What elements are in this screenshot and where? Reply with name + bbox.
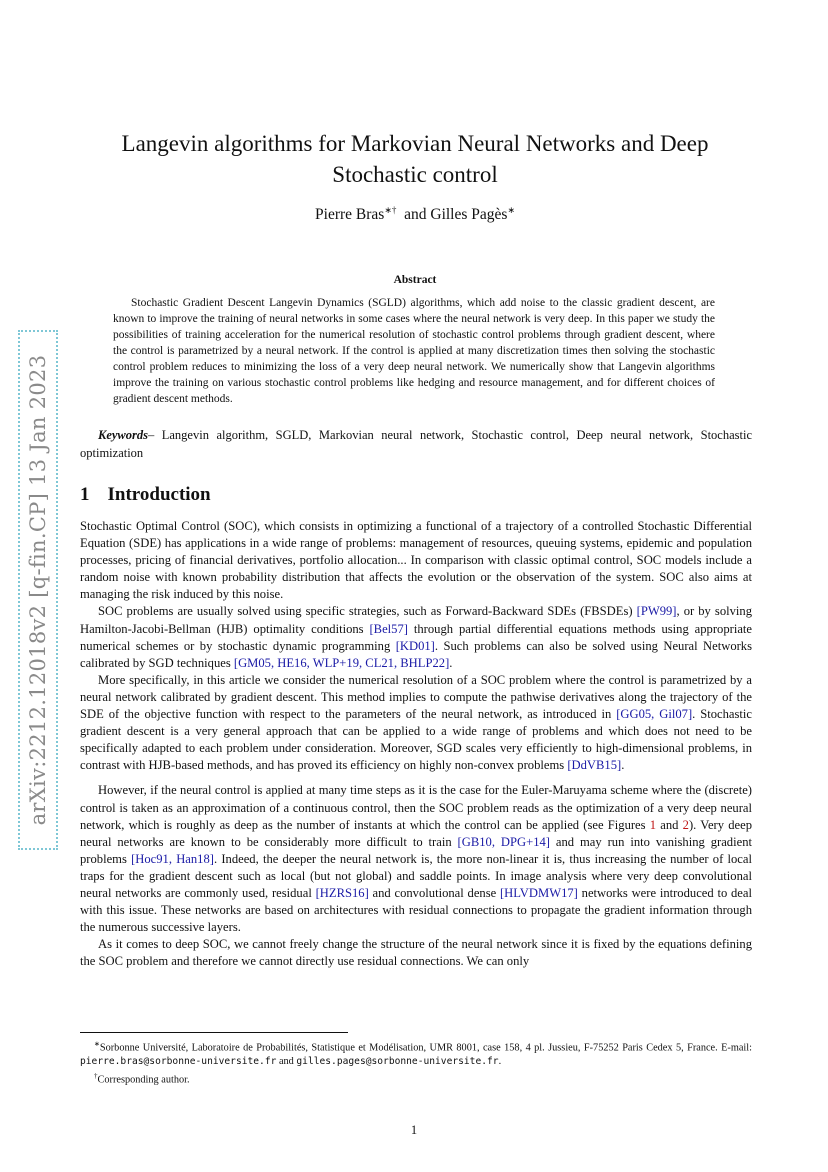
section-number: 1	[80, 484, 90, 505]
paragraph-4-text: ). Very deep neural networks are known to be considerably more difficult to train	[80, 817, 753, 849]
paragraph-1: Stochastic Optimal Control (SOC), which consists in optimizing a functional of a trajectory of a controlled Stochastic Differential Equation (SDE) has applications in a wide range of problems: management of resources, queuing systems, epidemic and population processes, pricing of financial derivatives, portfolio allocation... In comparison with classic optimal control, SOC models include a random noise with known probability distribution that affects the evolution or the observation of the system. SOC also aims at managing the risk induced by this noise.	[80, 519, 752, 602]
paragraph-5: As it comes to deep SOC, we cannot freely change the structure of the neural network since it is fixed by the equations defining the SOC problem and therefore we cannot directly use residual connections. We can only	[80, 937, 752, 969]
paragraph-3-text: .	[621, 758, 625, 773]
keywords-label: Keywords	[98, 428, 148, 442]
citation-link[interactable]: [HLVDMW17]	[499, 885, 578, 900]
footnotes	[80, 1037, 752, 1088]
citation-link[interactable]: [PW99]	[636, 604, 677, 619]
footnote-2-mark: †	[94, 1072, 98, 1081]
paragraph-3-text: . Stochastic gradient descent is a very general approach that can be applied to a wide range of problems and which does not need to be specifically adapted to each problem under consideration. Moreover, SGD scales very efficiently to high-dimensional problems, in contrast with HJB-based methods, and has proved its efficiency on highly non-convex problems	[80, 707, 753, 773]
paper-title	[100, 128, 730, 190]
abstract-heading: Abstract	[393, 274, 437, 286]
footnote-1-text: .	[498, 1056, 502, 1068]
citation-link[interactable]: [DdVB15]	[567, 758, 622, 773]
paragraph-4-text: . Indeed, the deeper the neural network is, the more non-linear it is, thus increasing the number of local traps for the gradient descent such as local (but not global) and saddle points. In image analysis where very deep convolutional neural networks are commonly used, residual	[80, 851, 752, 900]
paragraph-4-text: and convolutional dense	[368, 885, 500, 900]
citation-link[interactable]: [GG05, Gil07]	[616, 707, 693, 722]
footnote-1-text: Sorbonne Université, Laboratoire de Probabilités, Statistique et Modélisation, UMR 8001, case 158, 4 pl. Jussieu, F-75252 Paris Cedex 5, France. E-mail:	[99, 1042, 752, 1054]
abstract-text: Stochastic Gradient Descent Langevin Dynamics (SGLD) algorithms, which add noise to the classic gradient descent, are known to improve the training of neural networks in some cases where the neural network is very deep. In this paper we study the possibilities of training acceleration for the numerical resolution of stochastic control problems through gradient descent, where the control is parametrized by a neural network. If the control is applied at many discretization times then solving the stochastic control problem reduces to minimizing the loss of a very deep neural network. We numerically show that Langevin algorithms improve the training on various stochastic control problems like hedging and resource management, and for different choices of gradient descent methods.	[113, 297, 715, 405]
paragraph-2-text: SOC problems are usually solved using specific strategies, such as Forward-Backward SDEs (FBSDEs)	[98, 604, 637, 619]
paragraph-3	[80, 672, 752, 775]
footnote-2	[80, 1069, 752, 1087]
author-conjunction: and	[404, 206, 427, 224]
figure-ref-link[interactable]: 1	[649, 817, 657, 832]
paragraph-4-text: and may run into vanishing gradient problems	[80, 834, 752, 866]
footnote-1-mark: ∗	[94, 1040, 100, 1048]
body-text	[80, 518, 752, 970]
title-line-2: Stochastic control	[332, 162, 498, 187]
footnote-1	[80, 1037, 752, 1069]
footnote-1-text: and	[276, 1056, 297, 1068]
citation-link[interactable]: [KD01]	[395, 638, 435, 653]
paragraph-4-text: However, if the neural control is applied at many time steps as it is the case for the Euler-Maruyama scheme where the (discrete) control is taken as an approximation of a continuous control, then the SOC problem reads as the optimization of a very deep neural network, which is roughly as deep as the number of instants at which the control can be applied (see Figures	[80, 783, 752, 832]
footnote-2-text: Corresponding author.	[97, 1074, 190, 1086]
author-1-marks: ∗†	[384, 205, 397, 215]
arxiv-identifier: arXiv:2212.12018v2 [q-fin.CP] 13 Jan 2023	[26, 354, 50, 826]
citation-link[interactable]: [Hoc91, Han18]	[131, 851, 214, 866]
paragraph-2	[80, 603, 752, 671]
author-1: Pierre Bras	[315, 206, 385, 224]
title-line-1: Langevin algorithms for Markovian Neural Networks and Deep	[121, 131, 709, 156]
page-number: 1	[410, 1123, 418, 1137]
citation-link[interactable]: [HZRS16]	[315, 885, 369, 900]
paragraph-2-text: . Such problems can also be solved using Neural Networks calibrated by SGD techniques	[80, 638, 753, 670]
author-2: Gilles Pagès	[430, 206, 508, 224]
author-2-marks: ∗	[507, 205, 515, 215]
keywords-text: – Langevin algorithm, SGLD, Markovian neural network, Stochastic control, Deep neural network, Stochastic optimization	[80, 428, 752, 460]
section-heading	[80, 484, 211, 506]
author-list	[100, 205, 730, 224]
arxiv-stamp	[18, 330, 58, 850]
citation-link[interactable]: [Bel57]	[369, 621, 408, 636]
section-title-text: Introduction	[107, 484, 211, 505]
email-link-2[interactable]: gilles.pages@sorbonne-universite.fr	[296, 1056, 499, 1068]
paragraph-4-text: and	[656, 817, 683, 832]
paragraph-2-text: , or by solving Hamilton-Jacobi-Bellman (HJB) optimality conditions	[80, 604, 753, 636]
figure-ref-link[interactable]: 2	[682, 817, 689, 832]
paragraph-2-text: through partial differential equations methods using appropriate numerical schemes or by stochastic dynamic programming	[80, 621, 752, 653]
footnote-divider	[80, 1032, 348, 1033]
paragraph-3-text: More specifically, in this article we consider the numerical resolution of a SOC problem where the control is parametrized by a neural network calibrated by gradient descent. This method implies to compute the pathwise derivatives along the trajectory of the SDE of the objective function with respect to the parameters of the neural network, as introduced in	[80, 672, 752, 722]
citation-link[interactable]: [GM05, HE16, WLP+19, CL21, BHLP22]	[233, 655, 450, 670]
paragraph-4-text: networks were introduced to deal with this issue. These networks are based on architectures with residual connections to propagate the gradient information through the numerous successive layers.	[80, 885, 752, 935]
paragraph-4	[80, 782, 752, 936]
citation-link[interactable]: [GB10, DPG+14]	[457, 834, 550, 849]
paragraph-2-text: .	[449, 655, 453, 670]
email-link-1[interactable]: pierre.bras@sorbonne-universite.fr	[80, 1056, 277, 1068]
keywords	[80, 426, 752, 462]
